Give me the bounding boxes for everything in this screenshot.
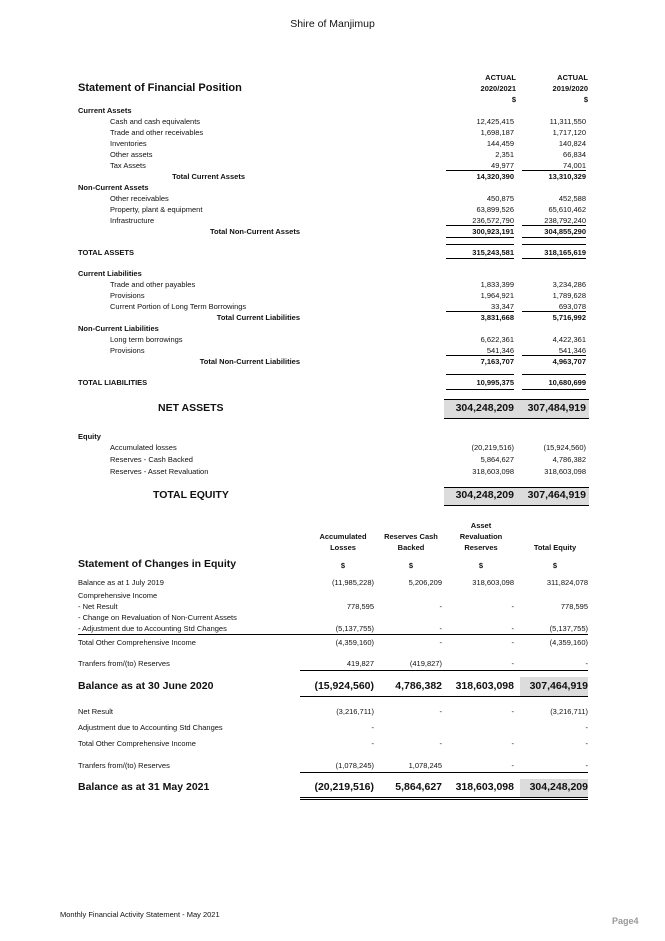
row-label: Reserves - Asset Revaluation	[110, 467, 209, 476]
total-value-2020: 4,963,707	[552, 357, 586, 366]
total-value-2020: 13,310,329	[548, 172, 586, 181]
rule	[446, 374, 514, 375]
soce-header-reserves-cash: Reserves Cash Backed	[384, 532, 438, 552]
soce-cell: 778,595	[346, 602, 374, 611]
soce-row-label: - Change on Revaluation of Non-Current Assets	[78, 613, 237, 622]
soce-cell: 5,206,209	[408, 578, 442, 587]
organization-title: Shire of Manjimup	[290, 18, 375, 30]
row-value-2020: 1,789,628	[552, 291, 586, 300]
row-label: Other assets	[110, 150, 153, 159]
rule	[78, 634, 588, 635]
total-equity-label: TOTAL EQUITY	[153, 489, 229, 501]
total-assets-label: TOTAL ASSETS	[78, 248, 134, 257]
soce-cell: -	[371, 723, 374, 732]
rule	[446, 237, 514, 238]
total-label: Total Non-Current Assets	[209, 227, 300, 236]
soce-cell: (1,078,245)	[335, 761, 374, 770]
row-value-2020: 65,610,462	[548, 205, 586, 214]
row-value-2020: 541,346	[558, 346, 586, 355]
row-value-2021: 450,875	[486, 194, 514, 203]
soce-cell: (419,827)	[409, 659, 442, 668]
total-value-2021: 7,163,707	[480, 357, 514, 366]
soce-cell: (3,216,711)	[336, 707, 374, 716]
row-value-2021: 33,347	[491, 302, 514, 311]
row-value-2020: (15,924,560)	[543, 443, 586, 452]
row-label: Infrastructure	[110, 216, 155, 225]
row-value-2021: 236,572,790	[472, 216, 514, 225]
row-label: Current Portion of Long Term Borrowings	[110, 302, 247, 311]
row-value-2020: 693,078	[558, 302, 586, 311]
row-value-2020: 66,834	[563, 150, 586, 159]
rule	[522, 244, 586, 245]
total-assets-2020: 318,165,619	[544, 248, 586, 257]
row-value-2021: (20,219,516)	[471, 443, 514, 452]
row-value-2021: 1,698,187	[480, 128, 514, 137]
soce-cell: (3,216,711)	[550, 707, 588, 716]
row-value-2021: 1,964,921	[480, 291, 514, 300]
soce-cell: -	[439, 707, 442, 716]
row-value-2021: 12,425,415	[476, 117, 514, 126]
row-label: Accumulated losses	[110, 443, 177, 452]
rule	[300, 772, 588, 773]
row-label: Tax Assets	[110, 161, 146, 170]
row-value-2020: 1,717,120	[552, 128, 586, 137]
noncurrent-assets-heading: Non-Current Assets	[78, 183, 149, 192]
row-value-2021: 144,459	[486, 139, 514, 148]
soce-cell: 311,824,078	[546, 578, 588, 587]
balance-cell: 307,464,919	[529, 680, 588, 692]
page-number: Page4	[612, 916, 639, 926]
soce-cell: -	[585, 739, 588, 748]
soce-row-label: Balance as at 1 July 2019	[78, 578, 164, 587]
row-value-2021: 6,622,361	[480, 335, 514, 344]
soce-cell: -	[439, 739, 442, 748]
soce-cell: -	[585, 761, 588, 770]
rule	[300, 670, 588, 671]
soce-cell: -	[511, 761, 514, 770]
currency-label: $	[408, 561, 414, 570]
soce-cell: 419,827	[346, 659, 374, 668]
row-value-2020: 140,824	[558, 139, 586, 148]
soce-cell: -	[511, 707, 514, 716]
balance-cell: (15,924,560)	[314, 680, 374, 692]
sfp-col2-header: ACTUAL 2019/2020 $	[552, 73, 588, 104]
total-equity-2021: 304,248,209	[455, 489, 514, 501]
footer-text: Monthly Financial Activity Statement - May 2021	[60, 910, 220, 919]
soce-cell: (11,985,228)	[332, 578, 374, 587]
soce-cell: 318,603,098	[472, 578, 514, 587]
row-value-2021: 5,864,627	[480, 455, 514, 464]
row-label: Long term borrowings	[110, 335, 183, 344]
soce-row-label: Net Result	[78, 707, 114, 716]
balance-cell: (20,219,516)	[314, 781, 374, 793]
soce-cell: 1,078,245	[408, 761, 442, 770]
currency-label: $	[340, 561, 346, 570]
row-label: Provisions	[110, 291, 145, 300]
row-label: Trade and other receivables	[110, 128, 204, 137]
soce-cell: (4,359,160)	[335, 638, 374, 647]
soce-row-label: - Net Result	[78, 602, 118, 611]
total-liabilities-2020: 10,680,699	[548, 378, 586, 387]
soce-row-label: Tranfers from/(to) Reserves	[78, 761, 170, 770]
rule	[522, 258, 586, 259]
soce-cell: -	[511, 602, 514, 611]
row-value-2020: 238,792,240	[544, 216, 586, 225]
sfp-title: Statement of Financial Position	[78, 82, 242, 94]
balance-cell: 4,786,382	[395, 680, 442, 692]
soce-cell: -	[439, 624, 442, 633]
row-label: Property, plant & equipment	[110, 205, 203, 214]
rule	[444, 487, 589, 488]
row-value-2020: 11,311,550	[549, 117, 586, 126]
currency-label: $	[552, 561, 558, 570]
equity-heading: Equity	[78, 432, 101, 441]
balance-cell: 318,603,098	[455, 680, 514, 692]
row-value-2020: 4,422,361	[552, 335, 586, 344]
total-value-2020: 304,855,290	[544, 227, 586, 236]
total-label: Total Current Assets	[172, 172, 245, 181]
soce-cell: -	[511, 739, 514, 748]
total-value-2021: 300,923,191	[472, 227, 514, 236]
currency-label: $	[478, 561, 484, 570]
current-liabilities-heading: Current Liabilities	[78, 269, 142, 278]
soce-cell: -	[511, 659, 514, 668]
sfp-col1-header: ACTUAL 2020/2021 $	[480, 73, 516, 104]
rule	[300, 696, 588, 697]
soce-cell: -	[585, 723, 588, 732]
rule	[444, 418, 589, 419]
soce-cell: (4,359,160)	[549, 638, 588, 647]
soce-row-label: Total Other Comprehensive Income	[78, 638, 196, 647]
total-liabilities-label: TOTAL LIABILITIES	[78, 378, 148, 387]
row-value-2021: 63,899,526	[476, 205, 514, 214]
row-label: Inventories	[110, 139, 147, 148]
balance-cell: 304,248,209	[529, 781, 588, 793]
net-assets-label: NET ASSETS	[158, 402, 224, 414]
net-assets-2021: 304,248,209	[455, 402, 514, 414]
row-value-2021: 49,977	[491, 161, 514, 170]
noncurrent-liabilities-heading: Non-Current Liabilities	[78, 324, 159, 333]
soce-cell: (5,137,755)	[335, 624, 374, 633]
rule	[446, 389, 514, 390]
total-assets-2021: 315,243,581	[472, 248, 514, 257]
rule	[444, 399, 589, 400]
total-label: Total Non-Current Liabilities	[199, 357, 300, 366]
soce-header-accumulated: Accumulated Losses	[319, 532, 367, 552]
soce-header-asset-reval: Asset Revaluation Reserves	[459, 521, 503, 552]
balance-2020-label: Balance as at 30 June 2020	[78, 680, 214, 692]
soce-row-label: Adjustment due to Accounting Std Changes	[78, 723, 223, 732]
soce-cell: -	[585, 659, 588, 668]
row-value-2020: 318,603,098	[544, 467, 586, 476]
row-value-2021: 1,833,399	[480, 280, 514, 289]
row-value-2021: 318,603,098	[472, 467, 514, 476]
current-assets-heading: Current Assets	[78, 106, 132, 115]
total-value-2021: 14,320,390	[476, 172, 514, 181]
rule	[522, 389, 586, 390]
row-value-2020: 452,588	[558, 194, 586, 203]
row-value-2020: 3,234,286	[552, 280, 586, 289]
soce-cell: 778,595	[560, 602, 588, 611]
row-label: Provisions	[110, 346, 145, 355]
row-label: Other receivables	[110, 194, 169, 203]
row-value-2020: 74,001	[563, 161, 586, 170]
total-label: Total Current Liabilities	[216, 313, 300, 322]
soce-cell: -	[511, 638, 514, 647]
row-value-2021: 541,346	[486, 346, 514, 355]
rule	[446, 244, 514, 245]
balance-2021-label: Balance as at 31 May 2021	[78, 781, 210, 793]
rule	[444, 505, 589, 506]
balance-cell: 5,864,627	[395, 781, 442, 793]
soce-cell: -	[439, 638, 442, 647]
soce-row-label: Total Other Comprehensive Income	[78, 739, 196, 748]
rule	[446, 258, 514, 259]
soce-row-label: Tranfers from/(to) Reserves	[78, 659, 170, 668]
net-assets-2020: 307,484,919	[527, 402, 586, 414]
soce-title: Statement of Changes in Equity	[78, 558, 237, 570]
row-value-2021: 2,351	[495, 150, 514, 159]
total-liabilities-2021: 10,995,375	[476, 378, 514, 387]
rule	[522, 237, 586, 238]
row-label: Cash and cash equivalents	[110, 117, 201, 126]
row-value-2020: 4,786,382	[552, 455, 586, 464]
soce-cell: -	[371, 739, 374, 748]
soce-cell: (5,137,755)	[549, 624, 588, 633]
rule	[300, 797, 588, 798]
total-value-2021: 3,831,668	[480, 313, 514, 322]
balance-cell: 318,603,098	[455, 781, 514, 793]
soce-row-label: - Adjustment due to Accounting Std Changes	[78, 624, 227, 633]
row-label: Reserves - Cash Backed	[110, 455, 193, 464]
soce-cell: -	[439, 602, 442, 611]
total-equity-2020: 307,464,919	[527, 489, 586, 501]
rule	[522, 374, 586, 375]
row-label: Trade and other payables	[110, 280, 196, 289]
rule	[300, 799, 588, 800]
soce-cell: -	[511, 624, 514, 633]
ci-heading: Comprehensive Income	[78, 591, 158, 600]
total-value-2020: 5,716,992	[552, 313, 586, 322]
soce-header-total-equity: Total Equity	[533, 543, 577, 552]
